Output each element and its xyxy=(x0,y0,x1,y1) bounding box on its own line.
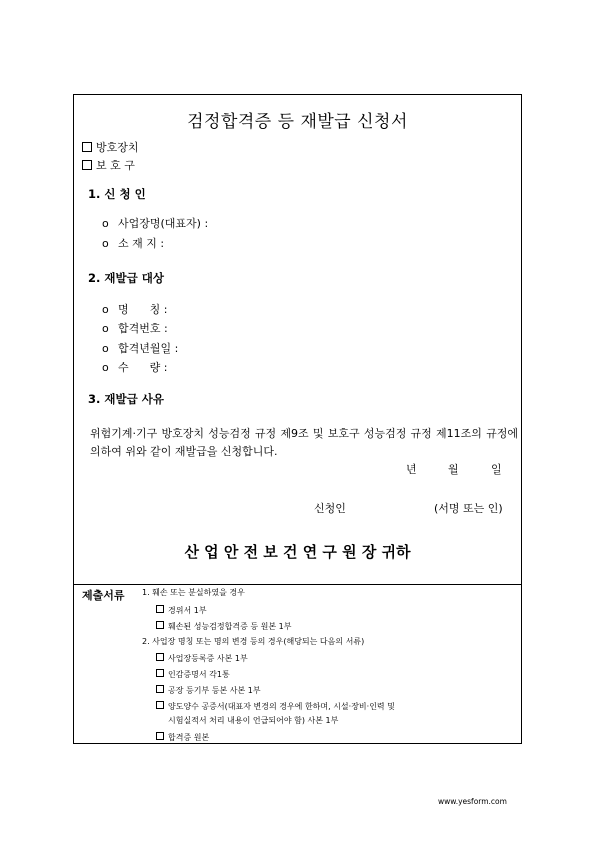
applicant-signature-label: 신청인 xyxy=(314,502,346,515)
section-applicant-heading: 1. 신 청 인 xyxy=(88,187,146,201)
checkbox-icon[interactable] xyxy=(156,605,164,613)
checkbox-icon[interactable] xyxy=(82,142,92,152)
doc-item: 인감증명서 각1통 xyxy=(156,669,230,680)
footer-website: www.yesform.com xyxy=(438,797,507,806)
field-pass-number: o 합격번호 : xyxy=(102,322,168,335)
option-protective-gear[interactable] xyxy=(82,157,135,173)
checkbox-icon[interactable] xyxy=(156,701,164,709)
signature-note: (서명 또는 인) xyxy=(434,502,503,515)
checkbox-icon[interactable] xyxy=(156,653,164,661)
doc-condition-1: 1. 훼손 또는 분실하였을 경우 xyxy=(142,588,245,597)
doc-item: 사업장등록증 사본 1부 xyxy=(156,653,248,664)
circle-bullet-icon: o xyxy=(102,237,109,250)
circle-bullet-icon: o xyxy=(102,217,109,230)
form-title: 검정합격증 등 재발급 신청서 xyxy=(187,112,408,132)
option-label: 보 호 구 xyxy=(96,159,135,172)
doc-item: 공장 등기부 등본 사본 1부 xyxy=(156,685,261,696)
date-day-label: 일 xyxy=(491,463,502,476)
doc-condition-2: 2. 사업장 명칭 또는 명의 변경 등의 경우(해당되는 다음의 서류) xyxy=(142,637,365,646)
doc-item: 훼손된 성능검정합격증 등 원본 1부 xyxy=(156,621,291,632)
field-address: o 소 재 지 : xyxy=(102,237,165,250)
section-target-heading: 2. 재발급 대상 xyxy=(88,271,164,285)
date-year-label: 년 xyxy=(406,463,417,476)
circle-bullet-icon: o xyxy=(102,322,109,335)
checkbox-icon[interactable] xyxy=(156,621,164,629)
date-month-label: 월 xyxy=(448,463,459,476)
documents-label: 제출서류 xyxy=(82,589,125,602)
circle-bullet-icon: o xyxy=(102,303,109,316)
field-company-name: o 사업장명(대표자) : xyxy=(102,217,209,230)
doc-item: 합격증 원본 xyxy=(156,732,209,743)
field-quantity: o 수 량 : xyxy=(102,361,168,374)
section-divider xyxy=(74,584,521,585)
circle-bullet-icon: o xyxy=(102,342,109,355)
checkbox-icon[interactable] xyxy=(156,732,164,740)
doc-item: 양도양수 공증서(대표자 변경의 경우에 한하며, 시설·장비·인력 및 xyxy=(156,701,395,712)
checkbox-icon[interactable] xyxy=(156,669,164,677)
reason-text: 위험기계·기구 방호장치 성능검정 규정 제9조 및 보호구 성능검정 규정 제11조의 규정에 의하여 위와 같이 재발급을 신청합니다. xyxy=(90,427,518,458)
option-label: 방호장치 xyxy=(96,141,139,154)
addressee: 산 업 안 전 보 건 연 구 원 장 귀하 xyxy=(184,543,411,561)
option-safety-device[interactable] xyxy=(82,139,139,155)
checkbox-icon[interactable] xyxy=(82,160,92,170)
field-pass-date: o 합격년월일 : xyxy=(102,342,179,355)
application-form xyxy=(73,94,522,744)
field-product-name: o 명 칭 : xyxy=(102,303,168,316)
doc-item-continuation: 시험실적서 처리 내용이 언급되어야 함) 사본 1부 xyxy=(168,716,339,725)
doc-item: 경위서 1부 xyxy=(156,605,207,616)
checkbox-icon[interactable] xyxy=(156,685,164,693)
section-reason-heading: 3. 재발급 사유 xyxy=(88,392,164,406)
circle-bullet-icon: o xyxy=(102,361,109,374)
